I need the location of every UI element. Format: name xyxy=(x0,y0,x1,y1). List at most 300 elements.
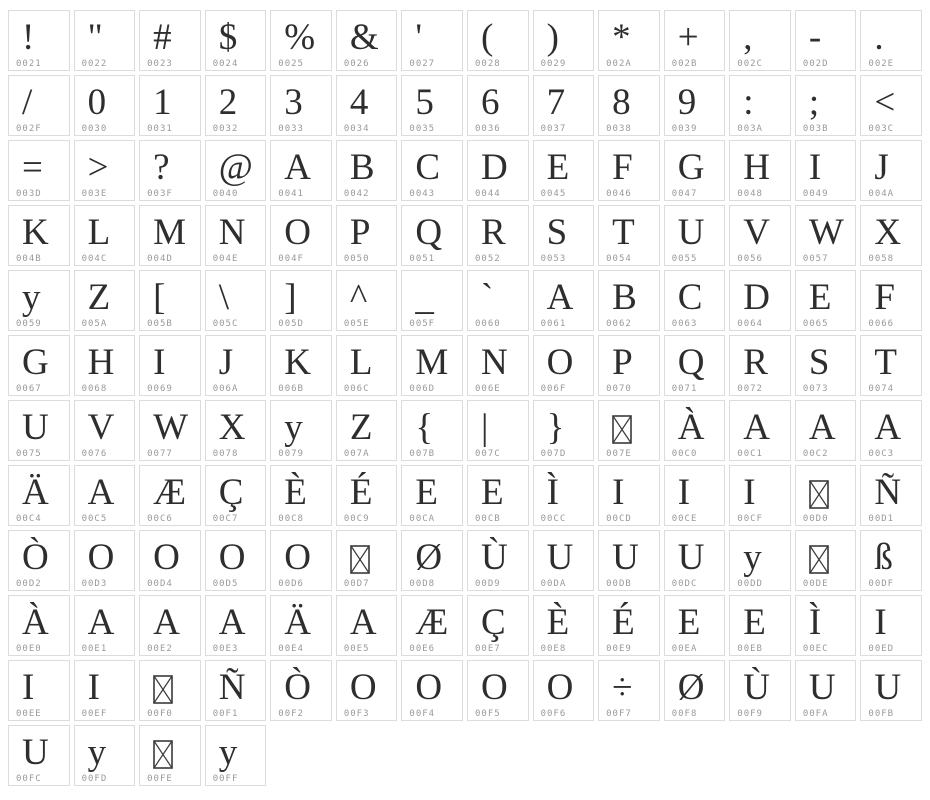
glyph-code: 00F7 xyxy=(606,709,632,719)
glyph: y xyxy=(218,731,238,773)
glyph-cell[interactable] xyxy=(336,400,398,461)
glyph-cell[interactable] xyxy=(270,530,332,591)
glyph-cell[interactable] xyxy=(860,75,922,136)
glyph: B xyxy=(349,146,375,188)
glyph: Ç xyxy=(481,601,506,643)
glyph-code: 0063 xyxy=(671,319,698,329)
glyph-cell[interactable] xyxy=(401,10,463,71)
glyph-cell[interactable] xyxy=(860,270,922,331)
glyph-cell[interactable] xyxy=(533,465,595,526)
glyph-cell[interactable] xyxy=(664,10,726,71)
glyph: O xyxy=(284,536,312,578)
glyph-code: 00D0 xyxy=(802,514,829,524)
glyph-cell[interactable] xyxy=(74,75,136,136)
glyph-code: 004A xyxy=(868,189,895,199)
glyph: K xyxy=(284,341,312,383)
glyph: @ xyxy=(218,146,253,188)
glyph-cell[interactable] xyxy=(270,140,332,201)
glyph-code: 00FF xyxy=(212,774,239,784)
glyph-cell[interactable] xyxy=(598,140,660,201)
glyph-cell[interactable] xyxy=(205,725,267,786)
glyph-cell[interactable] xyxy=(336,140,398,201)
glyph-code: 00E6 xyxy=(409,644,436,654)
glyph-cell[interactable] xyxy=(270,335,332,396)
glyph-cell[interactable] xyxy=(664,530,726,591)
notdef-glyph xyxy=(796,534,856,575)
glyph: I xyxy=(743,471,756,513)
glyph-cell[interactable] xyxy=(664,205,726,266)
glyph: I xyxy=(153,341,166,383)
glyph-code: 0071 xyxy=(671,384,698,394)
glyph-cell[interactable] xyxy=(729,205,791,266)
glyph-cell[interactable] xyxy=(74,400,136,461)
glyph-cell[interactable] xyxy=(467,465,529,526)
glyph-cell[interactable] xyxy=(795,335,857,396)
glyph-code: 006D xyxy=(409,384,436,394)
glyph-cell[interactable] xyxy=(74,530,136,591)
glyph-cell[interactable] xyxy=(598,530,660,591)
glyph-code: 00F8 xyxy=(671,709,698,719)
glyph-cell[interactable] xyxy=(401,140,463,201)
glyph: A xyxy=(87,471,115,513)
glyph-cell[interactable] xyxy=(205,75,267,136)
glyph-cell[interactable] xyxy=(8,270,70,331)
glyph: O xyxy=(218,536,246,578)
glyph-code: 0040 xyxy=(212,189,239,199)
glyph-cell[interactable] xyxy=(729,530,791,591)
glyph-cell[interactable] xyxy=(205,660,267,721)
glyph-cell[interactable] xyxy=(533,205,595,266)
glyph-cell[interactable] xyxy=(533,660,595,721)
glyph-cell[interactable] xyxy=(139,335,201,396)
glyph-cell[interactable] xyxy=(729,140,791,201)
glyph-cell[interactable] xyxy=(860,335,922,396)
notdef-box-icon xyxy=(809,545,829,574)
glyph-cell[interactable] xyxy=(533,270,595,331)
glyph-code: 0055 xyxy=(671,254,698,264)
glyph-cell[interactable] xyxy=(139,595,201,656)
glyph: G xyxy=(22,341,49,383)
glyph-cell[interactable] xyxy=(205,465,267,526)
glyph-cell[interactable] xyxy=(139,140,201,201)
glyph-cell[interactable] xyxy=(139,270,201,331)
glyph-cell[interactable] xyxy=(860,10,922,71)
glyph-cell[interactable] xyxy=(205,10,267,71)
glyph-cell[interactable] xyxy=(664,140,726,201)
glyph-cell[interactable] xyxy=(401,530,463,591)
glyph-cell[interactable] xyxy=(664,595,726,656)
glyph: # xyxy=(153,16,172,58)
glyph: K xyxy=(22,211,49,253)
glyph-cell[interactable] xyxy=(8,400,70,461)
glyph: V xyxy=(743,211,771,253)
glyph: . xyxy=(874,16,884,58)
glyph: 6 xyxy=(481,81,500,123)
glyph-cell[interactable] xyxy=(205,205,267,266)
glyph: 8 xyxy=(612,81,631,123)
glyph-code: 0046 xyxy=(606,189,632,199)
glyph-cell[interactable] xyxy=(467,335,529,396)
glyph: % xyxy=(284,16,316,58)
glyph: - xyxy=(808,16,822,58)
glyph: O xyxy=(415,666,443,708)
glyph-cell[interactable] xyxy=(795,140,857,201)
glyph-cell[interactable] xyxy=(139,75,201,136)
glyph-cell[interactable] xyxy=(729,335,791,396)
glyph: $ xyxy=(218,16,238,58)
glyph-code: 007B xyxy=(409,449,436,459)
glyph-cell[interactable] xyxy=(664,75,726,136)
glyph-code: 0067 xyxy=(16,384,42,394)
glyph-cell[interactable] xyxy=(795,400,857,461)
glyph-code: 003E xyxy=(81,189,108,199)
glyph-code: 006B xyxy=(278,384,304,394)
glyph-code: 00F0 xyxy=(147,709,173,719)
glyph-cell[interactable] xyxy=(139,465,201,526)
glyph-cell[interactable] xyxy=(336,335,398,396)
glyph: A xyxy=(87,601,115,643)
glyph-code: 00ED xyxy=(868,644,895,654)
glyph-cell[interactable] xyxy=(336,10,398,71)
glyph-code: 0059 xyxy=(16,319,42,329)
glyph-cell[interactable] xyxy=(8,140,70,201)
glyph-cell[interactable] xyxy=(533,140,595,201)
notdef-glyph xyxy=(140,664,200,705)
glyph-cell[interactable] xyxy=(729,270,791,331)
glyph-cell[interactable] xyxy=(336,270,398,331)
glyph-cell[interactable] xyxy=(8,75,70,136)
glyph-code: 003C xyxy=(868,124,895,134)
glyph-code: 00EF xyxy=(81,709,108,719)
glyph-code: 004E xyxy=(212,254,239,264)
glyph-cell[interactable] xyxy=(401,660,463,721)
glyph-cell[interactable] xyxy=(860,465,922,526)
glyph-code: 00DE xyxy=(802,579,829,589)
glyph: E xyxy=(546,146,570,188)
glyph-cell[interactable] xyxy=(729,400,791,461)
glyph-cell[interactable] xyxy=(598,205,660,266)
glyph-code: 0037 xyxy=(540,124,567,134)
glyph-code: 0023 xyxy=(147,59,173,69)
notdef-glyph xyxy=(337,534,397,575)
glyph-cell[interactable] xyxy=(729,75,791,136)
glyph-cell[interactable] xyxy=(8,595,70,656)
notdef-glyph xyxy=(140,729,200,770)
glyph-cell[interactable] xyxy=(336,595,398,656)
glyph-cell[interactable] xyxy=(795,205,857,266)
glyph-code: 00FB xyxy=(868,709,895,719)
glyph-cell[interactable] xyxy=(467,595,529,656)
glyph: S xyxy=(546,211,568,253)
glyph-cell[interactable] xyxy=(8,10,70,71)
glyph-cell[interactable] xyxy=(205,270,267,331)
glyph-cell[interactable] xyxy=(598,75,660,136)
glyph-code: 0078 xyxy=(212,449,239,459)
glyph-code: 00F1 xyxy=(212,709,239,719)
glyph-cell[interactable] xyxy=(467,270,529,331)
glyph-code: 0060 xyxy=(475,319,501,329)
glyph-cell[interactable] xyxy=(139,10,201,71)
glyph: U xyxy=(677,211,705,253)
glyph: { xyxy=(415,406,434,448)
glyph-code: 0062 xyxy=(606,319,632,329)
glyph-cell[interactable] xyxy=(336,75,398,136)
glyph-cell[interactable] xyxy=(8,465,70,526)
glyph-cell[interactable] xyxy=(467,10,529,71)
glyph-code: 007E xyxy=(606,449,632,459)
glyph-cell[interactable] xyxy=(401,595,463,656)
glyph-cell[interactable] xyxy=(270,10,332,71)
glyph-cell[interactable] xyxy=(860,400,922,461)
glyph-code: 0068 xyxy=(81,384,108,394)
glyph: ` xyxy=(481,276,494,318)
glyph-cell[interactable] xyxy=(729,660,791,721)
glyph-code: 00FC xyxy=(16,774,42,784)
glyph-cell[interactable] xyxy=(533,595,595,656)
glyph-cell[interactable] xyxy=(860,660,922,721)
glyph-code: 00EB xyxy=(737,644,763,654)
glyph-code: 00CA xyxy=(409,514,436,524)
glyph-cell[interactable] xyxy=(74,465,136,526)
glyph-code: 0029 xyxy=(540,59,567,69)
glyph-cell[interactable] xyxy=(467,530,529,591)
glyph-cell[interactable] xyxy=(205,335,267,396)
glyph-code: 00CC xyxy=(540,514,567,524)
glyph-code: 00DC xyxy=(671,579,698,589)
glyph-cell[interactable] xyxy=(860,140,922,201)
glyph: J xyxy=(874,146,889,188)
glyph-code: 00F9 xyxy=(737,709,763,719)
glyph-code: 004D xyxy=(147,254,173,264)
glyph-cell[interactable] xyxy=(8,530,70,591)
glyph-cell[interactable] xyxy=(74,270,136,331)
glyph-cell[interactable] xyxy=(795,10,857,71)
glyph-code: 00C8 xyxy=(278,514,304,524)
glyph-cell[interactable] xyxy=(270,205,332,266)
glyph-cell[interactable] xyxy=(598,10,660,71)
glyph-cell[interactable] xyxy=(729,465,791,526)
glyph-code: 00E9 xyxy=(606,644,632,654)
glyph-code: 00E4 xyxy=(278,644,304,654)
glyph-cell[interactable] xyxy=(401,205,463,266)
glyph-code: 0058 xyxy=(868,254,895,264)
glyph-cell[interactable] xyxy=(860,530,922,591)
glyph-cell[interactable] xyxy=(795,270,857,331)
glyph-cell[interactable] xyxy=(336,205,398,266)
glyph-code: 00E1 xyxy=(81,644,108,654)
glyph-code: 00FD xyxy=(81,774,108,784)
glyph-code: 004B xyxy=(16,254,42,264)
glyph: I xyxy=(22,666,35,708)
glyph-cell[interactable] xyxy=(533,400,595,461)
glyph-cell[interactable] xyxy=(74,660,136,721)
glyph: Ì xyxy=(546,471,559,513)
glyph-cell[interactable] xyxy=(401,75,463,136)
glyph-cell[interactable] xyxy=(795,595,857,656)
glyph-cell[interactable] xyxy=(533,335,595,396)
glyph-cell[interactable] xyxy=(860,205,922,266)
glyph-code: 00E5 xyxy=(343,644,370,654)
glyph-code: 002E xyxy=(868,59,895,69)
glyph-code: 006F xyxy=(540,384,567,394)
glyph-cell[interactable] xyxy=(795,530,857,591)
glyph-cell[interactable] xyxy=(467,660,529,721)
glyph: P xyxy=(349,211,371,253)
glyph-cell[interactable] xyxy=(860,595,922,656)
glyph: ÷ xyxy=(612,666,633,708)
glyph: ; xyxy=(808,81,820,123)
glyph: Ù xyxy=(481,536,508,578)
glyph-cell[interactable] xyxy=(664,400,726,461)
glyph-code: 00F2 xyxy=(278,709,304,719)
glyph-code: 00F5 xyxy=(475,709,501,719)
glyph-cell[interactable] xyxy=(336,465,398,526)
glyph-cell[interactable] xyxy=(729,10,791,71)
glyph-cell[interactable] xyxy=(664,465,726,526)
glyph-cell[interactable] xyxy=(598,400,660,461)
glyph-code: 00E0 xyxy=(16,644,42,654)
glyph-code: 0048 xyxy=(737,189,763,199)
glyph-cell[interactable] xyxy=(533,75,595,136)
glyph-code: 0061 xyxy=(540,319,567,329)
glyph-code: 00D4 xyxy=(147,579,173,589)
glyph-cell[interactable] xyxy=(8,335,70,396)
glyph-cell[interactable] xyxy=(8,660,70,721)
glyph-cell[interactable] xyxy=(139,530,201,591)
glyph-cell[interactable] xyxy=(467,75,529,136)
glyph-cell[interactable] xyxy=(795,465,857,526)
glyph-code: 00D3 xyxy=(81,579,108,589)
glyph-cell[interactable] xyxy=(74,335,136,396)
glyph: U xyxy=(612,536,639,578)
notdef-glyph xyxy=(796,469,856,510)
glyph-cell[interactable] xyxy=(8,725,70,786)
glyph-cell[interactable] xyxy=(664,660,726,721)
glyph-cell[interactable] xyxy=(205,530,267,591)
glyph-code: 0077 xyxy=(147,449,173,459)
glyph-cell[interactable] xyxy=(729,595,791,656)
glyph: ? xyxy=(153,146,170,188)
notdef-glyph xyxy=(599,404,659,445)
glyph-cell[interactable] xyxy=(270,660,332,721)
glyph-cell[interactable] xyxy=(139,205,201,266)
glyph: X xyxy=(218,406,246,448)
glyph: 5 xyxy=(415,81,434,123)
glyph-code: 0064 xyxy=(737,319,763,329)
glyph-cell[interactable] xyxy=(401,465,463,526)
glyph: Ñ xyxy=(218,666,246,708)
glyph-code: 00F6 xyxy=(540,709,567,719)
glyph-code: 00D5 xyxy=(212,579,239,589)
glyph: A xyxy=(546,276,574,318)
glyph-cell[interactable] xyxy=(795,75,857,136)
glyph: U xyxy=(677,536,705,578)
glyph: O xyxy=(349,666,377,708)
glyph-code: 00DB xyxy=(606,579,632,589)
glyph-cell[interactable] xyxy=(205,595,267,656)
glyph-cell[interactable] xyxy=(270,75,332,136)
glyph-code: 005C xyxy=(212,319,239,329)
glyph-cell[interactable] xyxy=(270,270,332,331)
glyph-cell[interactable] xyxy=(205,400,267,461)
glyph-cell[interactable] xyxy=(467,205,529,266)
glyph-cell[interactable] xyxy=(270,595,332,656)
glyph: I xyxy=(874,601,887,643)
glyph: Z xyxy=(87,276,111,318)
glyph-cell[interactable] xyxy=(467,140,529,201)
glyph-cell[interactable] xyxy=(533,10,595,71)
glyph-cell[interactable] xyxy=(401,400,463,461)
notdef-box-icon xyxy=(153,740,173,769)
glyph-code: 0052 xyxy=(475,254,501,264)
glyph-code: 003B xyxy=(802,124,829,134)
glyph-cell[interactable] xyxy=(74,725,136,786)
glyph-code: 00E2 xyxy=(147,644,173,654)
glyph-cell[interactable] xyxy=(139,660,201,721)
glyph-cell[interactable] xyxy=(401,270,463,331)
glyph-cell[interactable] xyxy=(598,595,660,656)
glyph: O xyxy=(546,341,574,383)
glyph: [ xyxy=(153,276,166,318)
glyph: E xyxy=(481,471,504,513)
glyph: L xyxy=(349,341,373,383)
glyph-code: 0032 xyxy=(212,124,239,134)
glyph-cell[interactable] xyxy=(467,400,529,461)
glyph-cell[interactable] xyxy=(74,595,136,656)
glyph-cell[interactable] xyxy=(8,205,70,266)
glyph-cell[interactable] xyxy=(336,660,398,721)
glyph-code: 00C4 xyxy=(16,514,42,524)
glyph-code: 0053 xyxy=(540,254,567,264)
glyph-cell[interactable] xyxy=(205,140,267,201)
glyph-cell[interactable] xyxy=(598,270,660,331)
glyph-code: 00C6 xyxy=(147,514,173,524)
glyph: S xyxy=(808,341,830,383)
glyph: R xyxy=(481,211,506,253)
glyph-code: 0030 xyxy=(81,124,108,134)
glyph-cell[interactable] xyxy=(336,530,398,591)
glyph: ^ xyxy=(349,276,368,318)
glyph: A xyxy=(874,406,902,448)
glyph-cell[interactable] xyxy=(270,465,332,526)
glyph: À xyxy=(22,601,49,643)
glyph-cell[interactable] xyxy=(598,465,660,526)
glyph-cell[interactable] xyxy=(664,270,726,331)
glyph-cell[interactable] xyxy=(598,335,660,396)
glyph-cell[interactable] xyxy=(795,660,857,721)
glyph-cell[interactable] xyxy=(533,530,595,591)
glyph-cell[interactable] xyxy=(139,725,201,786)
glyph-cell[interactable] xyxy=(74,140,136,201)
glyph: Ù xyxy=(743,666,771,708)
glyph-cell[interactable] xyxy=(139,400,201,461)
glyph-cell[interactable] xyxy=(401,335,463,396)
glyph-cell[interactable] xyxy=(74,205,136,266)
glyph-cell[interactable] xyxy=(664,335,726,396)
glyph: O xyxy=(284,211,312,253)
glyph: H xyxy=(743,146,771,188)
glyph: = xyxy=(22,146,43,188)
glyph-cell[interactable] xyxy=(74,10,136,71)
glyph-cell[interactable] xyxy=(270,400,332,461)
glyph-cell[interactable] xyxy=(598,660,660,721)
glyph-code: 0066 xyxy=(868,319,895,329)
glyph: U xyxy=(874,666,902,708)
glyph-code: 00D2 xyxy=(16,579,42,589)
glyph: ß xyxy=(874,536,893,578)
glyph-code: 00CF xyxy=(737,514,763,524)
glyph-code: 0074 xyxy=(868,384,895,394)
